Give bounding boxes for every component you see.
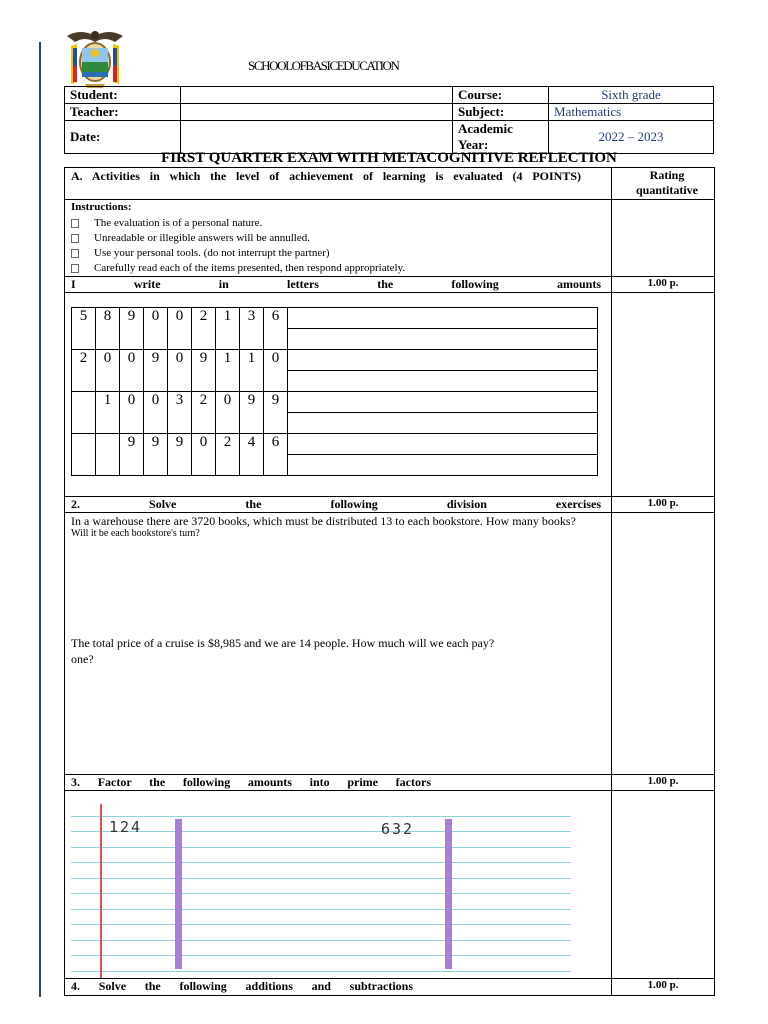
amount-row-1 <box>72 308 598 329</box>
digit-cell: 9 <box>192 350 216 392</box>
digit-cell: 6 <box>264 308 288 350</box>
paper-rule <box>71 831 571 832</box>
paper-rule <box>71 955 571 956</box>
digit-cell: 9 <box>240 392 264 434</box>
q2-points: 1.00 p. <box>647 497 679 509</box>
divider <box>65 292 714 293</box>
digit-cell: 5 <box>72 308 96 350</box>
instruction-item: The evaluation is of a personal nature. <box>71 216 405 231</box>
paper-rule <box>71 847 571 848</box>
ecuador-coat-of-arms-icon <box>63 26 127 90</box>
digit-cell: 0 <box>264 350 288 392</box>
digit-cell: 6 <box>264 434 288 476</box>
digit-cell <box>72 434 96 476</box>
digit-cell: 0 <box>120 350 144 392</box>
digit-cell: 9 <box>120 434 144 476</box>
divider <box>65 790 714 791</box>
q3-points: 1.00 p. <box>647 775 679 787</box>
digit-cell: 9 <box>144 434 168 476</box>
rating-label: Rating <box>649 168 685 182</box>
division-problem-1: In a warehouse there are 3720 books, which must be distributed 13 to each bookstore. How many books? <box>71 514 576 528</box>
checkbox-icon <box>71 234 79 243</box>
page-margin-line <box>39 42 41 997</box>
exam-title: FIRST QUARTER EXAM WITH METACOGNITIVE REFLECTION <box>161 150 617 166</box>
digit-cell: 9 <box>168 434 192 476</box>
checkbox-icon <box>71 264 79 273</box>
header-row-student <box>65 87 714 104</box>
division-problem-2-cont: one? <box>71 652 94 666</box>
rating-column-header <box>625 168 709 198</box>
paper-rule <box>71 878 571 879</box>
amount-row-2 <box>72 350 598 371</box>
digit-cell: 1 <box>96 392 120 434</box>
digit-cell <box>96 434 120 476</box>
digit-cell: 2 <box>72 350 96 392</box>
digit-cell: 0 <box>216 392 240 434</box>
digit-cell: 0 <box>192 434 216 476</box>
header-row-teacher <box>65 104 714 121</box>
paper-rule <box>71 816 571 817</box>
subject-label: Subject: <box>453 104 549 121</box>
teacher-label: Teacher: <box>65 104 181 121</box>
amount-row-4 <box>72 434 598 455</box>
instructions-heading: Instructions: <box>71 201 132 213</box>
q1-points: 1.00 p. <box>647 277 679 289</box>
paper-rule <box>71 909 571 910</box>
answer-line[interactable] <box>288 413 598 434</box>
digit-cell: 1 <box>240 350 264 392</box>
division-problem-1-cont: Will it be each bookstore's turn? <box>71 528 200 539</box>
digit-cell: 3 <box>240 308 264 350</box>
teacher-field[interactable] <box>181 104 453 121</box>
quantitative-label: quantitative <box>635 183 698 197</box>
paper-rule <box>71 893 571 894</box>
digit-cell: 0 <box>168 308 192 350</box>
divider <box>65 512 714 513</box>
digit-cell: 1 <box>216 308 240 350</box>
instruction-item: Unreadable or illegible answers will be annulled. <box>71 231 405 246</box>
answer-line[interactable] <box>288 350 598 371</box>
amount-row-3 <box>72 392 598 413</box>
digit-cell: 0 <box>96 350 120 392</box>
digit-cell: 0 <box>144 392 168 434</box>
date-field[interactable] <box>181 121 453 154</box>
amounts-table <box>71 307 598 476</box>
academic-year-value: 2022 – 2023 <box>549 121 714 154</box>
digit-cell: 0 <box>144 308 168 350</box>
course-value: Sixth grade <box>549 87 714 104</box>
instruction-item: Carefully read each of the items presented, then respond appropriately. <box>71 261 405 276</box>
q2-heading: 2. Solve the following division exercises <box>71 497 601 511</box>
q4-heading: 4. Solve the following additions and subtractions <box>71 979 413 993</box>
answer-line[interactable] <box>288 371 598 392</box>
digit-cell <box>72 392 96 434</box>
digit-cell: 3 <box>168 392 192 434</box>
digit-cell: 2 <box>216 434 240 476</box>
digit-cell: 9 <box>264 392 288 434</box>
header-row-date <box>65 121 714 154</box>
division-problem-2: The total price of a cruise is $8,985 and we are 14 people. How much will we each pay? <box>71 636 495 650</box>
digit-cell: 9 <box>144 350 168 392</box>
student-info-table <box>64 86 714 154</box>
factor-number-1: 124 <box>109 818 143 836</box>
paper-margin-line <box>100 804 102 979</box>
digit-cell: 8 <box>96 308 120 350</box>
school-name: SCHOOLOFBASICEDUCATION <box>248 58 399 73</box>
paper-rule <box>71 862 571 863</box>
paper-rule <box>71 940 571 941</box>
answer-line[interactable] <box>288 434 598 455</box>
academic-year-label: Academic Year: <box>453 121 549 154</box>
answer-line[interactable] <box>288 392 598 413</box>
digit-cell: 0 <box>120 392 144 434</box>
student-label: Student: <box>65 87 181 104</box>
factor-divider-bar <box>445 819 452 969</box>
checkbox-icon <box>71 219 79 228</box>
instruction-item: Use your personal tools. (do not interrupt the partner) <box>71 246 405 261</box>
digit-cell: 4 <box>240 434 264 476</box>
digit-cell: 2 <box>192 308 216 350</box>
checkbox-icon <box>71 249 79 258</box>
q3-heading: 3. Factor the following amounts into prime factors <box>71 775 431 789</box>
q4-points: 1.00 p. <box>647 979 679 991</box>
subject-value: Mathematics <box>549 104 714 121</box>
digit-cell: 1 <box>216 350 240 392</box>
lined-paper-workspace[interactable] <box>71 804 571 979</box>
answer-line[interactable] <box>288 308 598 329</box>
student-field[interactable] <box>181 87 453 104</box>
digit-cell: 0 <box>168 350 192 392</box>
q1-heading: I write in letters the following amounts <box>71 277 601 291</box>
answer-line[interactable] <box>288 329 598 350</box>
date-label: Date: <box>65 121 181 154</box>
instructions-list <box>71 216 405 276</box>
digit-cell: 9 <box>120 308 144 350</box>
factor-number-2: 632 <box>381 820 415 838</box>
factor-divider-bar <box>175 819 182 969</box>
paper-rule <box>71 924 571 925</box>
divider <box>65 199 714 200</box>
paper-rule <box>71 971 571 972</box>
exam-body <box>64 167 715 996</box>
digit-cell: 2 <box>192 392 216 434</box>
course-label: Course: <box>453 87 549 104</box>
section-a-heading: A. Activities in which the level of achievement of learning is evaluated (4 POINTS) <box>71 169 581 183</box>
answer-line[interactable] <box>288 455 598 476</box>
